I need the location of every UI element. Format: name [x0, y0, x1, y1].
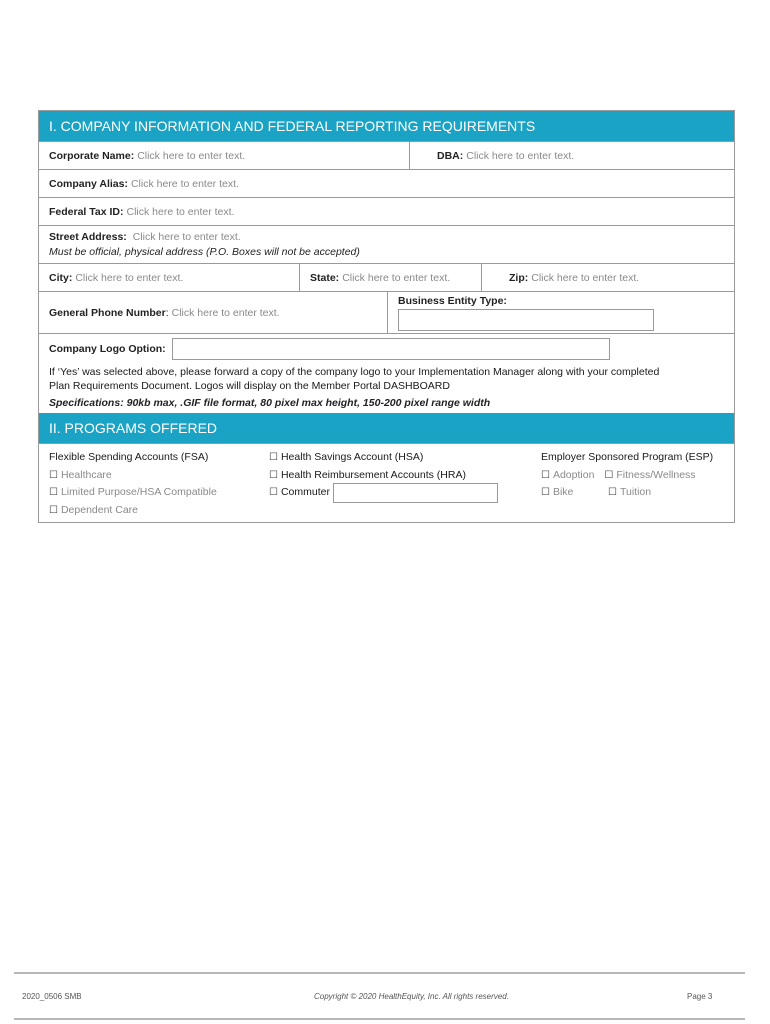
general-phone-cell[interactable] [39, 292, 387, 333]
state-cell[interactable] [299, 264, 481, 291]
logo-option-dropdown[interactable] [172, 338, 610, 360]
business-entity-cell [387, 292, 734, 333]
programs-offered [39, 443, 734, 522]
checkbox-icon[interactable]: ☐ [49, 504, 58, 516]
checkbox-icon[interactable]: ☐ [269, 452, 278, 463]
company-alias-cell[interactable] [39, 170, 734, 197]
federal-tax-id-row [39, 197, 734, 225]
checkbox-icon[interactable]: ☐ [541, 487, 550, 498]
company-alias-label: Company Alias: [49, 177, 128, 190]
logo-instructions-line2: Plan Requirements Document. Logos will display on the Member Portal DASHBOARD [49, 380, 450, 392]
general-phone-field[interactable]: Click here to enter text. [171, 306, 280, 319]
federal-tax-id-cell[interactable] [39, 198, 734, 225]
company-info-form [38, 110, 735, 523]
section-2-header: II. PROGRAMS OFFERED [39, 413, 734, 443]
city-label: City: [49, 271, 73, 284]
corporate-name-field[interactable]: Click here to enter text. [137, 149, 246, 162]
esp-tuition-option[interactable]: ☐ Tuition [608, 486, 652, 498]
dba-label: DBA: [437, 149, 464, 162]
corporate-name-cell[interactable] [39, 142, 409, 169]
phone-entity-row [39, 291, 734, 333]
logo-option-block [39, 333, 734, 413]
state-field[interactable]: Click here to enter text. [342, 271, 451, 284]
checkbox-icon[interactable]: ☐ [608, 487, 617, 498]
company-alias-row [39, 169, 734, 197]
fsa-column [49, 449, 269, 519]
street-address-note: Must be official, physical address (P.O. Boxes will not be accepted) [49, 245, 360, 258]
esp-column [541, 449, 734, 519]
footer-page-number: Page 3 [687, 992, 713, 1001]
footer-doc-id: 2020_0506 SMB [22, 992, 82, 1001]
logo-instructions-line1: If ‘Yes’ was selected above, please forward a copy of the company logo to your Implementation Manager along with your completed [49, 366, 660, 378]
hsa-option[interactable]: ☐ Health Savings Account (HSA) [269, 451, 424, 463]
general-phone-sep: : [165, 306, 169, 319]
hra-option[interactable]: ☐ Health Reimbursement Accounts (HRA) [269, 468, 466, 481]
checkbox-icon[interactable]: ☐ [604, 469, 614, 481]
esp-bike-option[interactable]: ☐ Bike [541, 486, 574, 498]
checkbox-icon[interactable]: ☐ [269, 469, 278, 481]
city-field[interactable]: Click here to enter text. [75, 271, 184, 284]
fsa-dependent-care-option[interactable]: ☐ Dependent Care [49, 503, 139, 516]
federal-tax-id-label: Federal Tax ID: [49, 205, 124, 218]
logo-option-label: Company Logo Option: [49, 343, 166, 355]
business-entity-label: Business Entity Type: [398, 295, 507, 307]
state-label: State: [310, 271, 340, 284]
corporate-name-row [39, 141, 734, 169]
commuter-option[interactable]: ☐ Commuter [269, 484, 541, 502]
city-cell[interactable] [39, 264, 299, 291]
fsa-limited-purpose-option[interactable]: ☐ Limited Purpose/HSA Compatible [49, 486, 217, 498]
zip-label: Zip: [509, 271, 529, 284]
checkbox-icon[interactable]: ☐ [269, 487, 278, 498]
checkbox-icon[interactable]: ☐ [49, 469, 58, 481]
city-state-zip-row [39, 263, 734, 291]
hsa-hra-column [269, 449, 541, 519]
esp-options-row-2 [541, 484, 734, 502]
dba-field[interactable]: Click here to enter text. [466, 149, 575, 162]
general-phone-label: General Phone Number [49, 306, 166, 319]
commuter-input[interactable] [333, 483, 498, 503]
corporate-name-label: Corporate Name: [49, 149, 135, 162]
esp-fitness-option[interactable]: ☐ Fitness/Wellness [604, 468, 696, 481]
esp-adoption-option[interactable]: ☐ Adoption [541, 468, 595, 481]
street-address-label: Street Address: [49, 230, 127, 243]
street-address-row [39, 225, 734, 263]
street-address-cell[interactable] [39, 226, 734, 263]
logo-specifications: Specifications: 90kb max, .GIF file format, 80 pixel max height, 150-200 pixel range width [49, 397, 491, 409]
page-footer [14, 972, 745, 1020]
zip-cell[interactable] [481, 264, 734, 291]
business-entity-dropdown[interactable] [398, 309, 654, 331]
section-1-header: I. COMPANY INFORMATION AND FEDERAL REPORTING REQUIREMENTS [39, 111, 734, 141]
street-address-field[interactable]: Click here to enter text. [132, 230, 241, 243]
checkbox-icon[interactable]: ☐ [541, 469, 550, 481]
esp-options-row-1 [541, 467, 734, 485]
fsa-heading: Flexible Spending Accounts (FSA) [49, 451, 209, 463]
federal-tax-id-field[interactable]: Click here to enter text. [126, 205, 235, 218]
company-alias-field[interactable]: Click here to enter text. [130, 177, 239, 190]
checkbox-icon[interactable]: ☐ [49, 487, 58, 498]
fsa-healthcare-option[interactable]: ☐ Healthcare [49, 468, 112, 481]
footer-copyright: Copyright © 2020 HealthEquity, Inc. All rights reserved. [314, 992, 509, 1001]
zip-field[interactable]: Click here to enter text. [531, 271, 640, 284]
esp-heading: Employer Sponsored Program (ESP) [541, 451, 714, 463]
dba-cell[interactable] [409, 142, 734, 169]
